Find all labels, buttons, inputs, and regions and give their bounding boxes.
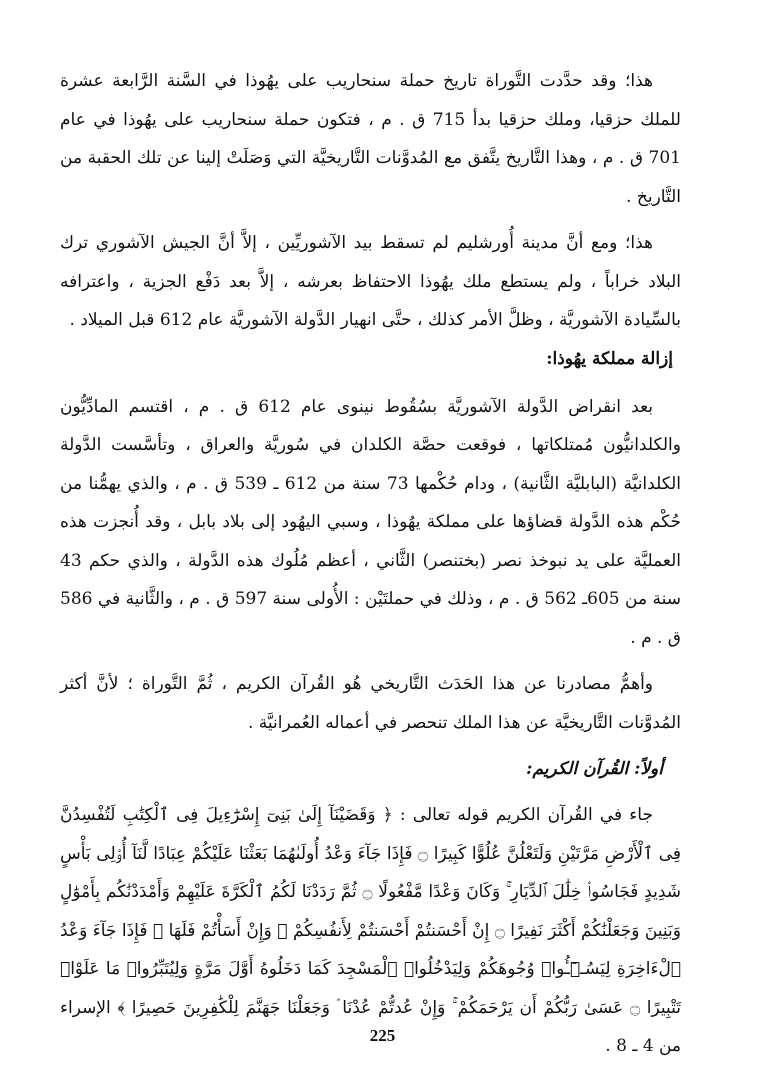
paragraph-chaldean-state: بعد انقراض الدَّولة الآشوريَّة بسُقُوط نينوى عام 612 ق . م ، اقتسم المادِّيُّون والكلدانيُّون مُمتلكاتها ، فوقعت حصَّة الكلدان في سُوريَّة والعراق ، وتأسَّست الدَّولة الكلدانيَّة (البابليَّة الثَّانية) ، ودام حُكْمها 73 سنة من 612 ـ 539 ق . م ، والذي يهمُّنا من حُكْم هذه الدَّولة قضاؤها على مملكة يهُوذا ، وسبي اليهُود إلى بلاد بابل ، وقد أُنجزت هذه العمليَّة على يد نبوخذ نصر (بختنصر) الثَّاني ، أعظم مُلُوك هذه الدَّولة ، والذي حكم 43 سنة من 605ـ 562 ق . م ، وذلك في حملتَيْن : الأُولى سنة 597 ق . م ، والثَّانية في 586 ق . م .: [60, 396, 681, 648]
paragraph-gap: [60, 742, 681, 750]
heading-first-quran: أولاً: القُرآن الكريم:: [526, 759, 663, 779]
paragraph-gap: [60, 216, 681, 224]
paragraph-jerusalem-siege: هذا؛ ومع أنَّ مدينة أُورشليم لم تسقط بيد الآشوريِّين ، إلاَّ أنَّ الجيش الآشوري ترك البلاد خراباً ، ولم يستطع ملك يهُوذا الاحتفاظ بعرشه ، إلاَّ بعد دَفْع الجزية ، واعترافه بالسِّيادة الآشوريَّة ، وظلَّ الأمر كذلك ، حتَّى انهيار الدَّولة الآشوريَّة عام 612 قبل الميلاد .: [60, 233, 681, 330]
quran-verse: ﴿ وَقَضَيْنَآ إِلَىٰ بَنِىٓ إِسْرَٰٓءِيلَ فِى ٱلْكِتَٰبِ لَتُفْسِدُنَّ فِى ٱلْأَرْضِ مَرَّتَيْنِ وَلَتَعْلُنَّ عُلُوًّا كَبِيرًا ۝ فَإِذَا جَآءَ وَعْدُ أُولَىٰهُمَا بَعَثْنَا عَلَيْكُمْ عِبَادًا لَّنَآ أُو۟لِى بَأْسٍ شَدِيدٍ فَجَاسُوا۟ خِلَٰلَ ٱلدِّيَارِ ۚ وَكَانَ وَعْدًا مَّفْعُولًا ۝ ثُمَّ رَدَدْنَا لَكُمُ ٱلْكَرَّةَ عَلَيْهِمْ وَأَمْدَدْنَٰكُم بِأَمْوَٰلٍ وَبَنِينَ وَجَعَلْنَٰكُمْ أَكْثَرَ نَفِيرًا ۝ إِنْ أَحْسَنتُمْ أَحْسَنتُمْ لِأَنفُسِكُمْ ۖ وَإِنْ أَسَأْتُمْ فَلَهَا ۚ فَإِذَا جَآءَ وَعْدُ ٱلْءَاخِرَةِ لِيَسُـۥٓـُٔوا۟ وُجُوهَكُمْ وَلِيَدْخُلُوا۟ ٱلْمَسْجِدَ كَمَا دَخَلُوهُ أَوَّلَ مَرَّةٍ وَلِيُتَبِّرُوا۟ مَا عَلَوْا۟ تَتْبِيرًا ۝ عَسَىٰ رَبُّكُمْ أَن يَرْحَمَكُمْ ۚ وَإِنْ عُدتُّمْ عُدْنَا ۘ وَجَعَلْنَا جَهَنَّمَ لِلْكَٰفِرِينَ حَصِيرًا ﴾: [60, 805, 682, 1018]
heading-removal-of-judah: إزالة مملكة يهُوذا:: [546, 348, 673, 369]
paragraph-sources: وأهمُّ مصادرنا عن هذا الحَدَث التَّاريخي هُو القُرآن الكريم ، ثُمَّ التَّوراة ؛ لأنَّ أكثر المُدوَّنات التَّاريخيَّة عن هذا الملك تنحصر في أعماله العُمرانيَّة .: [60, 674, 681, 733]
paragraph-sennacherib-campaign: هذا؛ وقد حدَّدت التَّوراة تاريخ حملة سنحاريب على يهُوذا في السَّنة الرَّابعة عشرة للملك حزقيا، وملك حزقيا بدأ 715 ق . م ، فتكون حملة سنحاريب على يهُوذا في عام 701 ق . م ، وهذا التَّاريخ يتَّفق مع المُدوَّنات التَّاريخيَّة التي وَصَلَتْ إلينا عن تلك الحقبة من التَّاريخ .: [60, 71, 681, 207]
paragraph-gap: [60, 378, 681, 388]
quran-intro: جاء في القُرآن الكريم قوله تعالى :: [399, 805, 653, 825]
page-number: 225: [369, 1026, 396, 1045]
paragraph-gap: [60, 657, 681, 665]
paragraph-gap: [60, 788, 681, 796]
quran-reference: الإسراء من 4 ـ 8 .: [60, 997, 681, 1056]
page-content: [60, 62, 681, 1083]
